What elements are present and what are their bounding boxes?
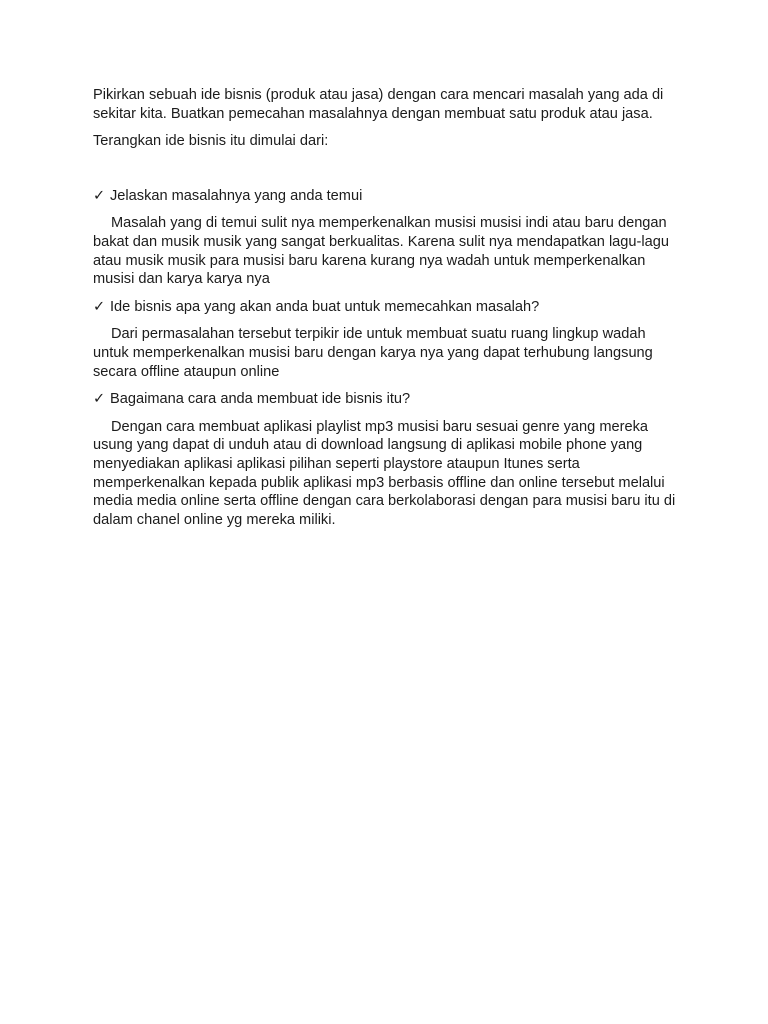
- question-3-text: Bagaimana cara anda membuat ide bisnis itu?: [110, 391, 411, 408]
- intro-instruction: Terangkan ide bisnis itu dimulai dari:: [93, 133, 329, 150]
- checkmark-icon: ✓: [93, 391, 106, 408]
- question-3: [93, 390, 683, 409]
- intro-paragraph: Pikirkan sebuah ide bisnis (produk atau jasa) dengan cara mencari masalah yang ada di sekitar kita. Buatkan pemecahan masalahnya dengan membuat satu produk atau jasa.: [93, 87, 664, 122]
- question-2-text: Ide bisnis apa yang akan anda buat untuk memecahkan masalah?: [110, 298, 540, 315]
- answer-2: Dari permasalahan tersebut terpikir ide untuk membuat suatu ruang lingkup wadah untuk memperkenalkan musisi baru dengan karya nya yang dapat terhubung langsung secara offline ataupun online: [93, 326, 653, 380]
- checkmark-icon: ✓: [93, 298, 106, 315]
- question-2: [93, 298, 683, 317]
- question-1-text: Jelaskan masalahnya yang anda temui: [110, 187, 363, 204]
- answer-1: Masalah yang di temui sulit nya memperkenalkan musisi musisi indi atau baru dengan bakat dan musik musik yang sangat berkualitas. Karena sulit nya mendapatkan lagu-lagu atau musik musik para musisi baru karena kurang nya wadah untuk memperkenalkan musisi dan karya karya nya: [93, 215, 669, 288]
- answer-3: Dengan cara membuat aplikasi playlist mp3 musisi baru sesuai genre yang mereka usung yang dapat di unduh atau di download langsung di aplikasi mobile phone yang menyediakan aplikasi aplikasi pilihan seperti playstore ataupun Itunes serta memperkenalkan kepada publik aplikasi mp3 berbasis offline dan online tersebut melalui media media online serta offline dengan cara berkolaborasi dengan para musisi baru itu di dalam chanel online yg mereka miliki.: [93, 418, 676, 528]
- checkmark-icon: ✓: [93, 187, 106, 204]
- document-body: [93, 86, 683, 538]
- question-1: [93, 187, 683, 206]
